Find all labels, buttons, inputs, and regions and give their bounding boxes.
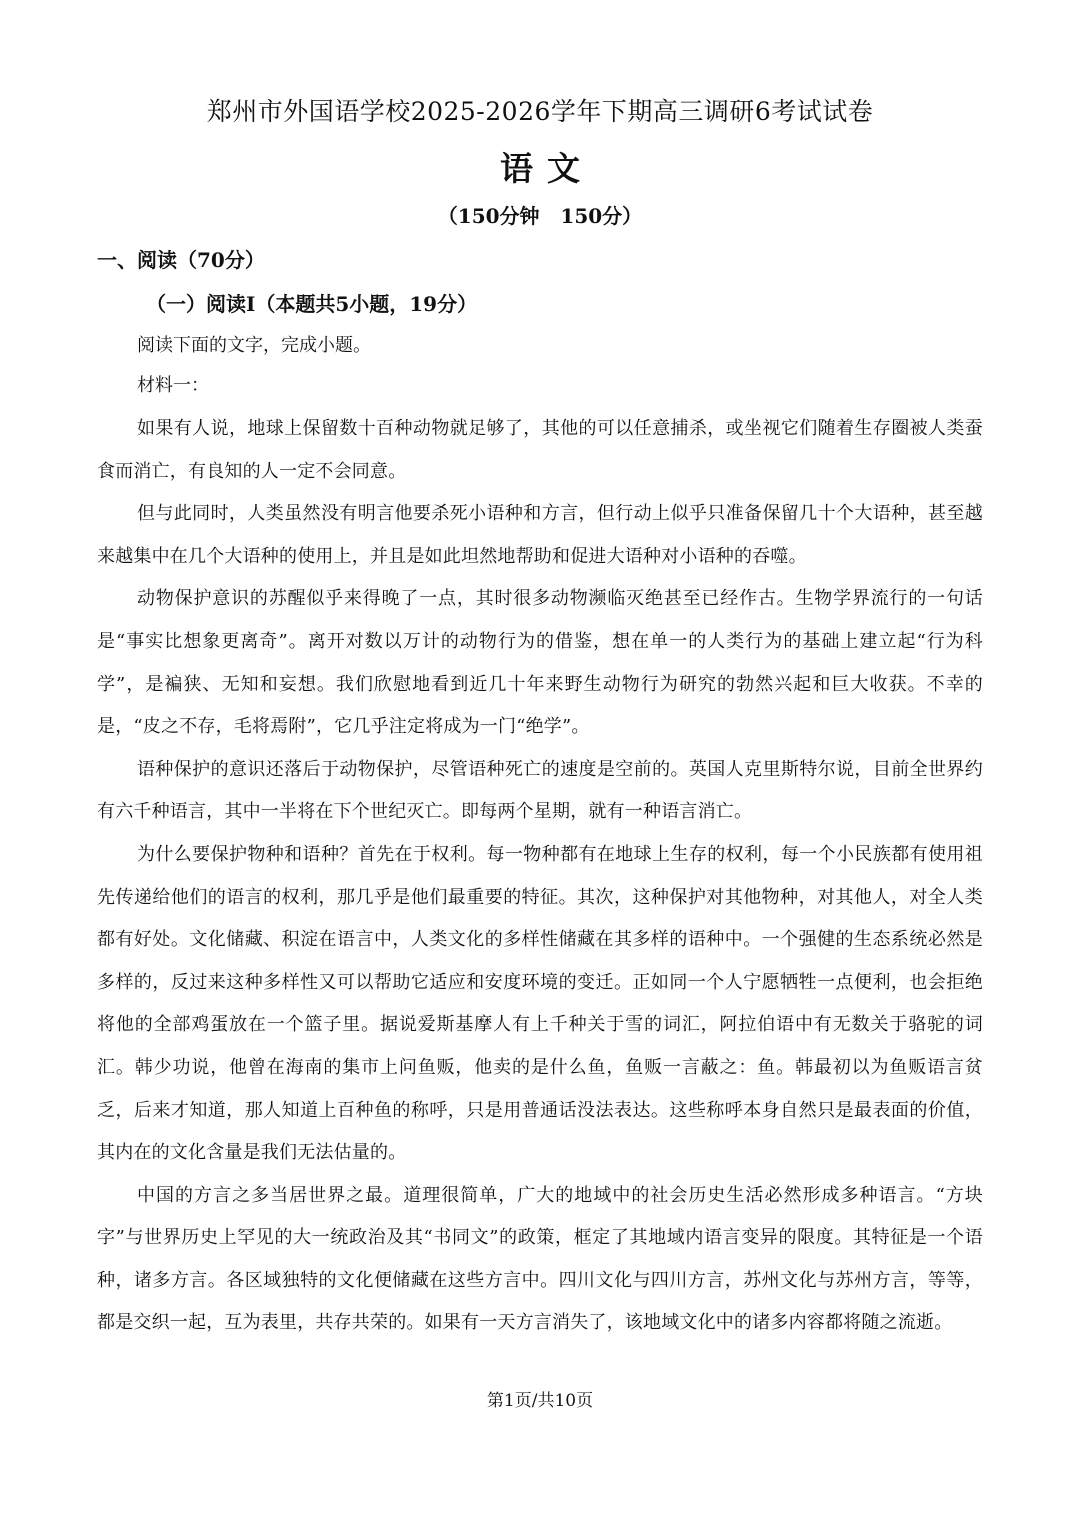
subsection-heading: （一）阅读Ⅰ（本题共5小题，19分） xyxy=(146,292,478,316)
passage-body xyxy=(97,408,983,1345)
subject-title: 语文 xyxy=(500,149,594,188)
exam-title: 郑州市外国语学校2025-2026学年下期高三调研6考试试卷 xyxy=(206,97,874,126)
exam-duration: （150分钟 150分） xyxy=(437,204,643,228)
material-label: 材料一： xyxy=(137,375,209,396)
passage-paragraph-1: 如果有人说，地球上保留数十百种动物就足够了，其他的可以任意捕杀，或坐视它们随着生存圈被人类蚕食而消亡，有良知的人一定不会同意。 xyxy=(97,418,983,482)
passage-paragraph-5: 为什么要保护物种和语种？首先在于权利。每一物种都有在地球上生存的权利，每一个小民族都有使用祖先传递给他们的语言的权利，那几乎是他们最重要的特征。其次，这种保护对其他物种，对其他人，对全人类都有好处。文化储藏、积淀在语言中，人类文化的多样性储藏在其多样的语种中。一个强健的生态系统必然是多样的，反过来这种多样性又可以帮助它适应和安度环境的变迁。正如同一个人宁愿牺牲一点便利，也会拒绝将他的全部鸡蛋放在一个篮子里。据说爱斯基摩人有上千种关于雪的词汇，阿拉伯语中有无数关于骆驼的词汇。韩少功说，他曾在海南的集市上问鱼贩，他卖的是什么鱼，鱼贩一言蔽之：鱼。韩最初以为鱼贩语言贫乏，后来才知道，那人知道上百种鱼的称呼，只是用普通话没法表达。这些称呼本身自然只是最表面的价值，其内在的文化含量是我们无法估量的。 xyxy=(97,843,983,1164)
passage-paragraph-3: 动物保护意识的苏醒似乎来得晚了一点，其时很多动物濒临灭绝甚至已经作古。生物学界流行的一句话是“事实比想象更离奇”。离开对数以万计的动物行为的借鉴，想在单一的人类行为的基础上建立起“行为科学”，是褊狭、无知和妄想。我们欣慰地看到近几十年来野生动物行为研究的勃然兴起和巨大收获。不幸的是，“皮之不存，毛将焉附”，它几乎注定将成为一门“绝学”。 xyxy=(97,588,983,738)
passage-paragraph-6: 中国的方言之多当居世界之最。道理很简单，广大的地域中的社会历史生活必然形成多种语言。“方块字”与世界历史上罕见的大一统政治及其“书同文”的政策，框定了其地域内语言变异的限度。其特征是一个语种，诸多方言。各区域独特的文化便储藏在这些方言中。四川文化与四川方言，苏州文化与苏州方言，等等，都是交织一起，互为表里，共存共荣的。如果有一天方言消失了，该地域文化中的诸多内容都将随之流逝。 xyxy=(97,1184,983,1334)
passage-paragraph-2: 但与此同时，人类虽然没有明言他要杀死小语种和方言，但行动上似乎只准备保留几十个大语种，甚至越来越集中在几个大语种的使用上，并且是如此坦然地帮助和促进大语种对小语种的吞噬。 xyxy=(97,503,983,567)
passage-paragraph-4: 语种保护的意识还落后于动物保护，尽管语种死亡的速度是空前的。英国人克里斯特尔说，目前全世界约有六千种语言，其中一半将在下个世纪灭亡。即每两个星期，就有一种语言消亡。 xyxy=(97,758,983,823)
reading-instruction: 阅读下面的文字，完成小题。 xyxy=(137,335,371,356)
section-heading: 一、阅读（70分） xyxy=(97,248,265,272)
page-number: 第1页/共10页 xyxy=(486,1391,594,1411)
